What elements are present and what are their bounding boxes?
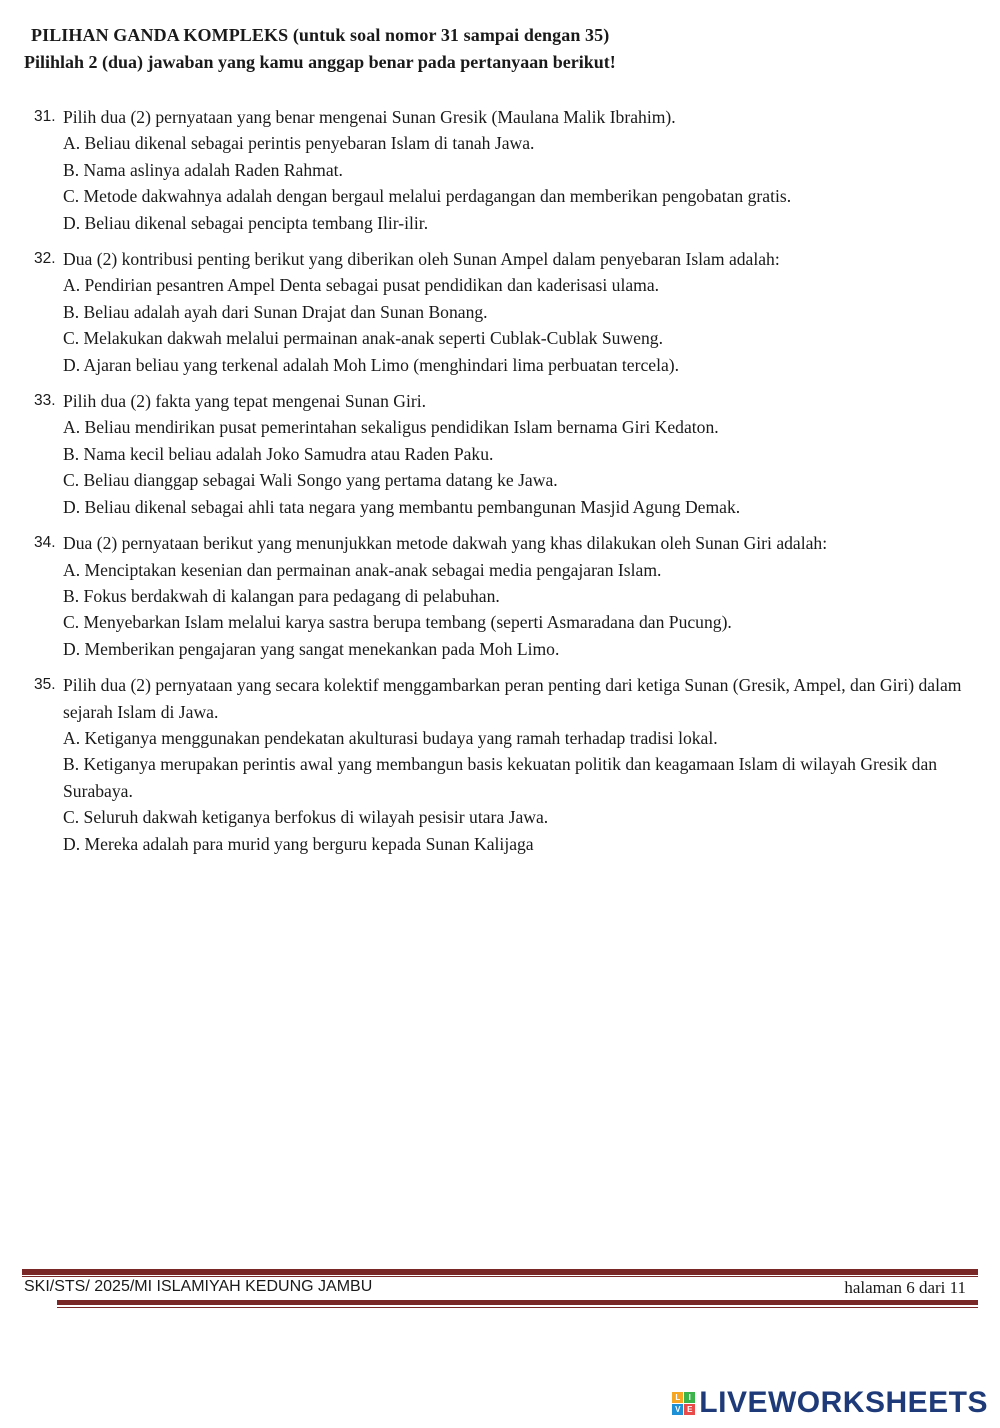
logo-tile-e: E bbox=[684, 1404, 695, 1415]
question-number: 34. bbox=[34, 534, 56, 552]
footer-school-label: SKI/STS/ 2025/MI ISLAMIYAH KEDUNG JAMBU bbox=[24, 1278, 373, 1295]
answer-option-c[interactable]: C. Melakukan dakwah melalui permainan anak-anak seperti Cublak-Cublak Suweng. bbox=[63, 328, 663, 349]
question-33 bbox=[34, 388, 984, 520]
answer-option-d[interactable]: D. Ajaran beliau yang terkenal adalah Moh Limo (menghindari lima perbuatan tercela). bbox=[63, 354, 680, 375]
question-31 bbox=[34, 104, 984, 236]
answer-option-a[interactable]: A. Ketiganya menggunakan pendekatan akulturasi budaya yang ramah terhadap tradisi lokal. bbox=[63, 727, 718, 748]
section-instruction: Pilihlah 2 (dua) jawaban yang kamu anggap benar pada pertanyaan berikut! bbox=[24, 52, 616, 72]
question-stem bbox=[34, 530, 984, 556]
logo-tile-v: V bbox=[672, 1404, 683, 1415]
answer-option-d[interactable]: D. Beliau dikenal sebagai pencipta tembang Ilir-ilir. bbox=[63, 212, 429, 233]
answer-option-a[interactable]: A. Menciptakan kesenian dan permainan anak-anak sebagai media pengajaran Islam. bbox=[63, 559, 662, 580]
answer-option-d[interactable]: D. Memberikan pengajaran yang sangat menekankan pada Moh Limo. bbox=[63, 638, 560, 659]
answer-option-a[interactable]: A. Pendirian pesantren Ampel Denta sebagai pusat pendidikan dan kaderisasi ulama. bbox=[63, 275, 660, 296]
answer-option-d[interactable]: D. Beliau dikenal sebagai ahli tata negara yang membantu pembangunan Masjid Agung Demak. bbox=[63, 496, 741, 517]
question-number: 35. bbox=[34, 676, 56, 694]
question-text: Pilih dua (2) pernyataan yang secara kolektif menggambarkan peran penting dari ketiga Sunan (Gresik, Ampel, dan Giri) dalam sejarah Islam di Jawa. bbox=[63, 675, 962, 722]
footer-divider-top bbox=[22, 1269, 978, 1275]
question-text: Pilih dua (2) pernyataan yang benar mengenai Sunan Gresik (Maulana Malik Ibrahim). bbox=[63, 107, 676, 127]
option-list bbox=[63, 557, 984, 663]
question-stem bbox=[34, 246, 984, 272]
footer-divider-bottom-thin bbox=[57, 1307, 978, 1308]
brand-name: LIVEWORKSHEETS bbox=[699, 1386, 988, 1419]
logo-tile-i: I bbox=[684, 1392, 695, 1403]
footer-divider-bottom bbox=[57, 1300, 978, 1305]
answer-option-a[interactable]: A. Beliau mendirikan pusat pemerintahan sekaligus pendidikan Islam bernama Giri Kedaton. bbox=[63, 417, 719, 438]
question-stem bbox=[34, 672, 984, 725]
question-text: Pilih dua (2) fakta yang tepat mengenai Sunan Giri. bbox=[63, 391, 427, 412]
answer-option-b[interactable]: B. Fokus berdakwah di kalangan para pedagang di pelabuhan. bbox=[63, 585, 500, 606]
option-list bbox=[63, 272, 984, 378]
footer-divider-top-thin bbox=[22, 1276, 978, 1277]
answer-option-b[interactable]: B. Nama kecil beliau adalah Joko Samudra atau Raden Paku. bbox=[63, 443, 494, 464]
option-list bbox=[63, 414, 984, 520]
question-stem bbox=[34, 388, 984, 414]
answer-option-c[interactable]: C. Metode dakwahnya adalah dengan bergaul melalui perdagangan dan memberikan pengobatan gratis. bbox=[63, 186, 792, 207]
answer-option-c[interactable]: C. Beliau dianggap sebagai Wali Songo yang pertama datang ke Jawa. bbox=[63, 470, 558, 491]
question-text: Dua (2) kontribusi penting berikut yang diberikan oleh Sunan Ampel dalam penyebaran Islam adalah: bbox=[63, 249, 780, 270]
answer-option-b[interactable]: B. Ketiganya merupakan perintis awal yang membangun basis kekuatan politik dan keagamaan Islam di wilayah Gresik dan Surabaya. bbox=[63, 754, 938, 801]
answer-option-b[interactable]: B. Nama aslinya adalah Raden Rahmat. bbox=[63, 159, 343, 180]
question-32 bbox=[34, 246, 984, 378]
question-35 bbox=[34, 672, 984, 857]
answer-option-a[interactable]: A. Beliau dikenal sebagai perintis penyebaran Islam di tanah Jawa. bbox=[63, 133, 535, 154]
answer-option-c[interactable]: C. Menyebarkan Islam melalui karya sastra berupa tembang (seperti Asmaradana dan Pucung). bbox=[63, 612, 732, 633]
question-number: 33. bbox=[34, 392, 56, 410]
option-list bbox=[63, 725, 984, 857]
answer-option-d[interactable]: D. Mereka adalah para murid yang berguru kepada Sunan Kalijaga bbox=[63, 833, 534, 854]
liveworksheets-icon bbox=[672, 1392, 695, 1415]
question-stem bbox=[34, 104, 984, 130]
question-list bbox=[34, 104, 984, 867]
option-list bbox=[63, 130, 984, 236]
section-title: PILIHAN GANDA KOMPLEKS (untuk soal nomor 31 sampai dengan 35) bbox=[31, 25, 610, 45]
liveworksheets-logo[interactable] bbox=[672, 1386, 988, 1420]
question-number: 32. bbox=[34, 250, 56, 268]
question-number: 31. bbox=[34, 108, 56, 125]
question-34 bbox=[34, 530, 984, 662]
question-text: Dua (2) pernyataan berikut yang menunjukkan metode dakwah yang khas dilakukan oleh Sunan Giri adalah: bbox=[63, 533, 828, 554]
logo-tile-l: L bbox=[672, 1392, 683, 1403]
answer-option-c[interactable]: C. Seluruh dakwah ketiganya berfokus di wilayah pesisir utara Jawa. bbox=[63, 807, 549, 828]
answer-option-b[interactable]: B. Beliau adalah ayah dari Sunan Drajat dan Sunan Bonang. bbox=[63, 301, 488, 322]
footer-page-number: halaman 6 dari 11 bbox=[844, 1278, 966, 1297]
